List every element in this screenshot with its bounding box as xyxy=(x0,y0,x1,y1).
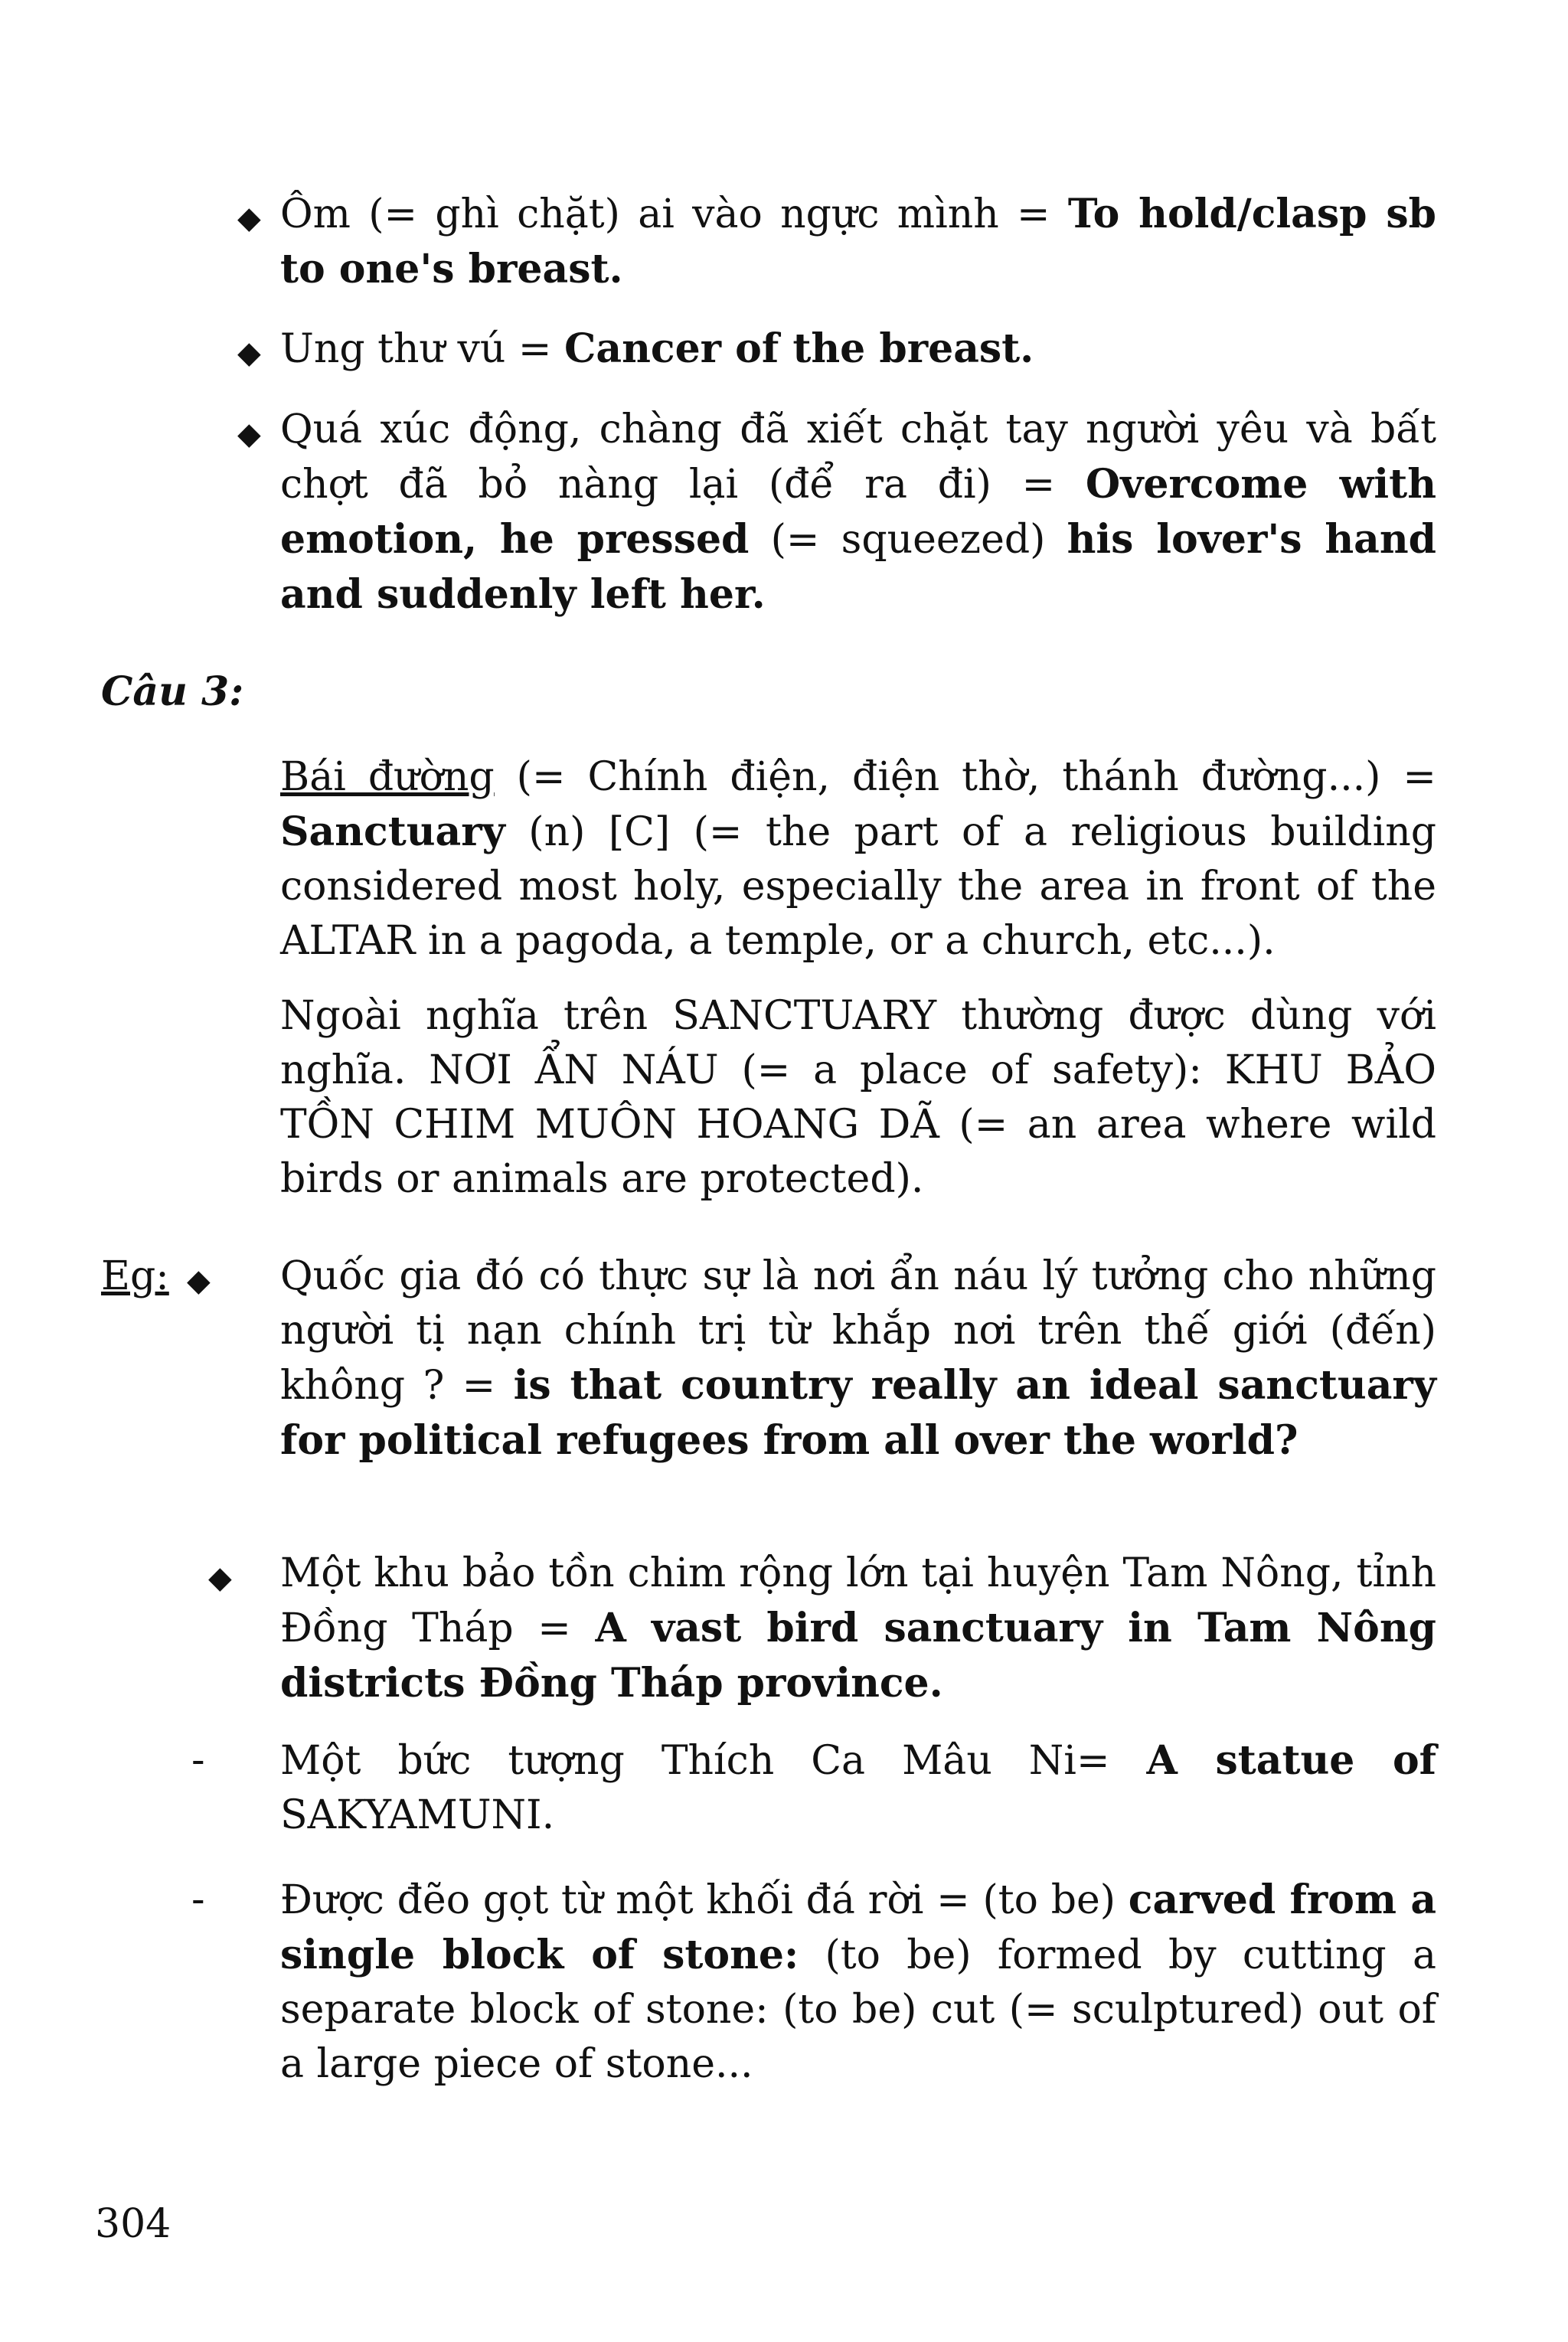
vocab-item xyxy=(280,322,1436,377)
bullet-marker: ◆ xyxy=(237,201,261,236)
example-item xyxy=(280,1249,1436,1468)
definition-gloss: (= Chính điện, điện thờ, thánh đường...) = xyxy=(494,754,1436,800)
extra-meaning-text: Ngoài nghĩa trên SANCTUARY thường được dùng với nghĩa. NƠI ẨN NÁU (= a place of safety): KHU BẢO TỒN CHIM MUÔN HOANG DÃ (= an area where wild birds or animals are protected). xyxy=(280,993,1436,1202)
english-translation: To hold/clasp sb to one's breast. xyxy=(280,191,1437,292)
example-item xyxy=(280,1547,1436,1711)
example-item xyxy=(280,1873,1436,2092)
english-translation: carved from a single block of stone: xyxy=(280,1877,1437,1978)
example-item xyxy=(280,1733,1436,1843)
example-label xyxy=(101,1249,169,1304)
extra-meaning-paragraph xyxy=(280,989,1436,1207)
vietnamese-sentence: Một bức tượng Thích Ca Mâu Ni= xyxy=(280,1738,1147,1784)
bullet-marker: ◆ xyxy=(208,1560,232,1596)
english-continuation: SAKYAMUNI. xyxy=(280,1792,555,1838)
gloss: (= squeezed) xyxy=(749,517,1067,563)
english-translation: Cancer of the breast. xyxy=(564,325,1034,372)
dash-marker: - xyxy=(191,1737,205,1783)
section-heading: Câu 3: xyxy=(101,668,244,715)
english-translation: his lover's hand and suddenly left her. xyxy=(280,516,1436,618)
vietnamese-phrase: Quá xúc động, chàng đã xiết chặt tay người yêu và bất chợt đã bỏ nàng lại (để ra đi) = xyxy=(280,407,1436,508)
vietnamese-sentence: Một khu bảo tồn chim rộng lớn tại huyện Tam Nông, tỉnh Đồng Tháp = xyxy=(280,1550,1436,1651)
dash-marker: - xyxy=(191,1877,205,1922)
english-translation: A statue of xyxy=(1146,1737,1436,1784)
english-translation: Overcome with emotion, he pressed xyxy=(280,461,1437,563)
bullet-marker: ◆ xyxy=(237,335,261,371)
english-translation: A vast bird sanctuary in Tam Nông districts Đồng Tháp province. xyxy=(280,1605,1437,1707)
vietnamese-sentence: Được đẽo gọt từ một khối đá rời = (to be) xyxy=(280,1877,1129,1923)
defined-term: Bái đường xyxy=(280,754,495,800)
english-continuation: (to be) formed by cutting a separate block of stone: (to be) cut (= sculptured) out of a large piece of stone... xyxy=(280,1932,1437,2087)
english-translation: is that country really an ideal sanctuary for political refugees from all over the world? xyxy=(280,1362,1437,1464)
bullet-marker: ◆ xyxy=(187,1263,211,1298)
page-number: 304 xyxy=(95,2201,172,2247)
english-term: Sanctuary xyxy=(280,808,505,855)
vocab-item xyxy=(280,187,1436,297)
vietnamese-phrase: Ung thư vú = xyxy=(280,326,565,372)
english-definition: (n) [C] (= the part of a religious building considered most holy, especially the area in front of the ALTAR in a pagoda, a temple, or a church, etc...). xyxy=(280,809,1436,964)
bullet-marker: ◆ xyxy=(237,416,261,452)
example-label-text: Eg: xyxy=(101,1253,169,1299)
vietnamese-phrase: Ôm (= ghì chặt) ai vào ngực mình = xyxy=(280,191,1068,237)
vocab-item xyxy=(280,403,1436,622)
definition-paragraph xyxy=(280,750,1436,968)
vietnamese-sentence: Quốc gia đó có thực sự là nơi ẩn náu lý tưởng cho những người tị nạn chính trị từ khắp nơi trên thế giới (đến) không ? = xyxy=(280,1253,1436,1409)
